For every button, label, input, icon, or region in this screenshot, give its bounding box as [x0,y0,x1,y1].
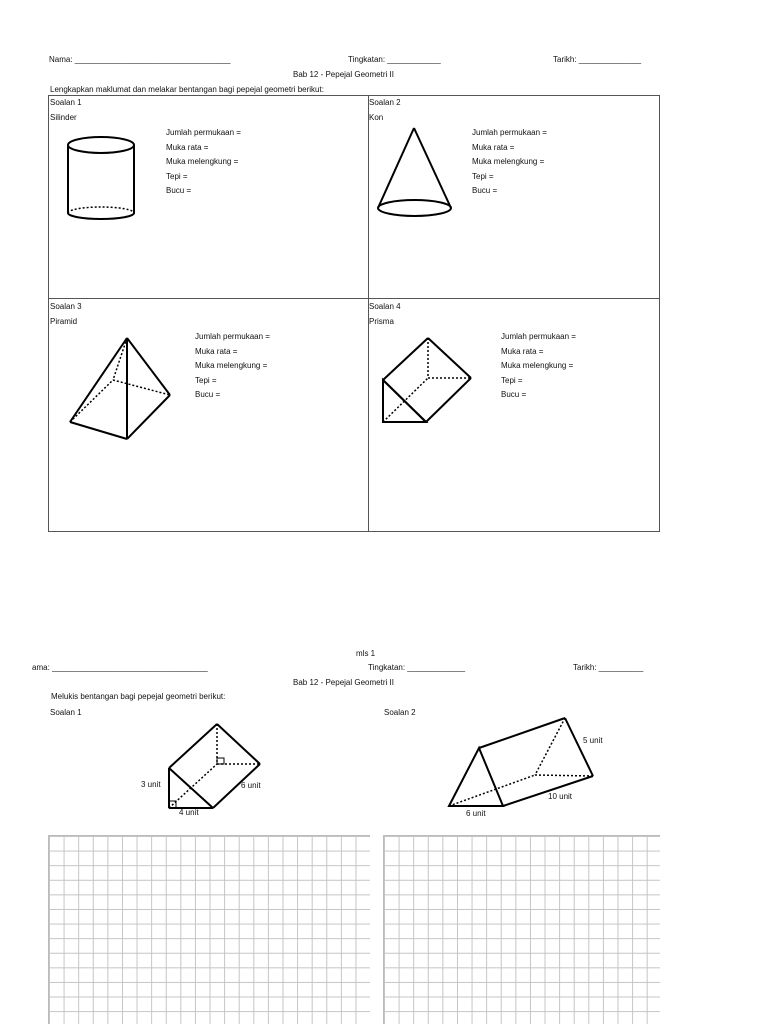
dimension-side-label: 5 unit [583,736,603,745]
table-divider-horizontal [48,298,660,299]
instruction-text: Melukis bentangan bagi pepejal geometri berikut: [51,692,226,701]
name-field[interactable]: Nama: ___________________________________ [49,55,231,64]
edges-label: Tepi = [472,171,494,181]
total-faces-label: Jumlah permukaan = [166,128,241,137]
question-1-number: Soalan 1 [50,708,82,717]
question-4-properties [501,330,576,403]
dimension-height-label: 3 unit [141,780,161,789]
question-4-shape: Prisma [369,317,394,326]
pyramid-figure [66,335,176,445]
form-field[interactable]: Tingkatan: _____________ [368,663,466,672]
prism-net-question-figure [445,712,600,812]
grid-paper-question-1[interactable] [48,835,370,1024]
question-1-shape: Silinder [50,113,77,122]
page-label: mls 1 [356,649,376,658]
vertices-label: Bucu = [195,390,221,399]
dimension-length-label: 6 unit [241,781,261,790]
vertices-label: Bucu = [166,186,192,195]
vertices-label: Bucu = [501,390,527,399]
flat-faces-label: Muka rata = [166,142,209,152]
vertices-label: Bucu = [472,186,498,195]
instruction-text: Lengkapkan maklumat dan melakar bentangan bagi pepejal geometri berikut: [50,85,324,94]
date-field[interactable]: Tarikh: ______________ [553,55,642,64]
question-2-shape: Kon [369,113,384,122]
flat-faces-label: Muka rata = [195,346,238,356]
question-4-number: Soalan 4 [369,302,401,311]
total-faces-label: Jumlah permukaan = [472,128,547,137]
grid-paper-question-2[interactable] [383,835,660,1024]
prism-figure [378,335,478,430]
question-3-number: Soalan 3 [50,302,82,311]
question-2-properties [472,126,547,199]
edges-label: Tepi = [195,375,217,385]
table-divider-vertical [368,95,369,532]
curved-faces-label: Muka melengkung = [166,157,239,166]
cone-figure [374,126,458,220]
question-3-shape: Piramid [50,317,78,326]
curved-faces-label: Muka melengkung = [472,157,545,166]
edges-label: Tepi = [501,375,523,385]
question-1-properties [166,126,241,199]
dimension-base-label: 6 unit [466,809,486,818]
flat-faces-label: Muka rata = [501,346,544,356]
question-3-properties [195,330,270,403]
edges-label: Tepi = [166,171,188,181]
question-2-number: Soalan 2 [369,98,401,107]
chapter-title: Bab 12 - Pepejal Geometri II [293,70,394,79]
curved-faces-label: Muka melengkung = [195,361,268,370]
name-field[interactable]: ama: ___________________________________ [32,663,208,672]
total-faces-label: Jumlah permukaan = [195,332,270,341]
form-field[interactable]: Tingkatan: ____________ [348,55,441,64]
dimension-length-label: 10 unit [548,792,573,801]
date-field[interactable]: Tarikh: __________ [573,663,644,672]
question-2-number: Soalan 2 [384,708,416,717]
chapter-title: Bab 12 - Pepejal Geometri II [293,678,394,687]
dimension-base-label: 4 unit [179,808,199,817]
total-faces-label: Jumlah permukaan = [501,332,576,341]
question-1-number: Soalan 1 [50,98,82,107]
cylinder-figure [62,133,142,223]
curved-faces-label: Muka melengkung = [501,361,574,370]
prism-net-question-figure [138,718,268,820]
flat-faces-label: Muka rata = [472,142,515,152]
